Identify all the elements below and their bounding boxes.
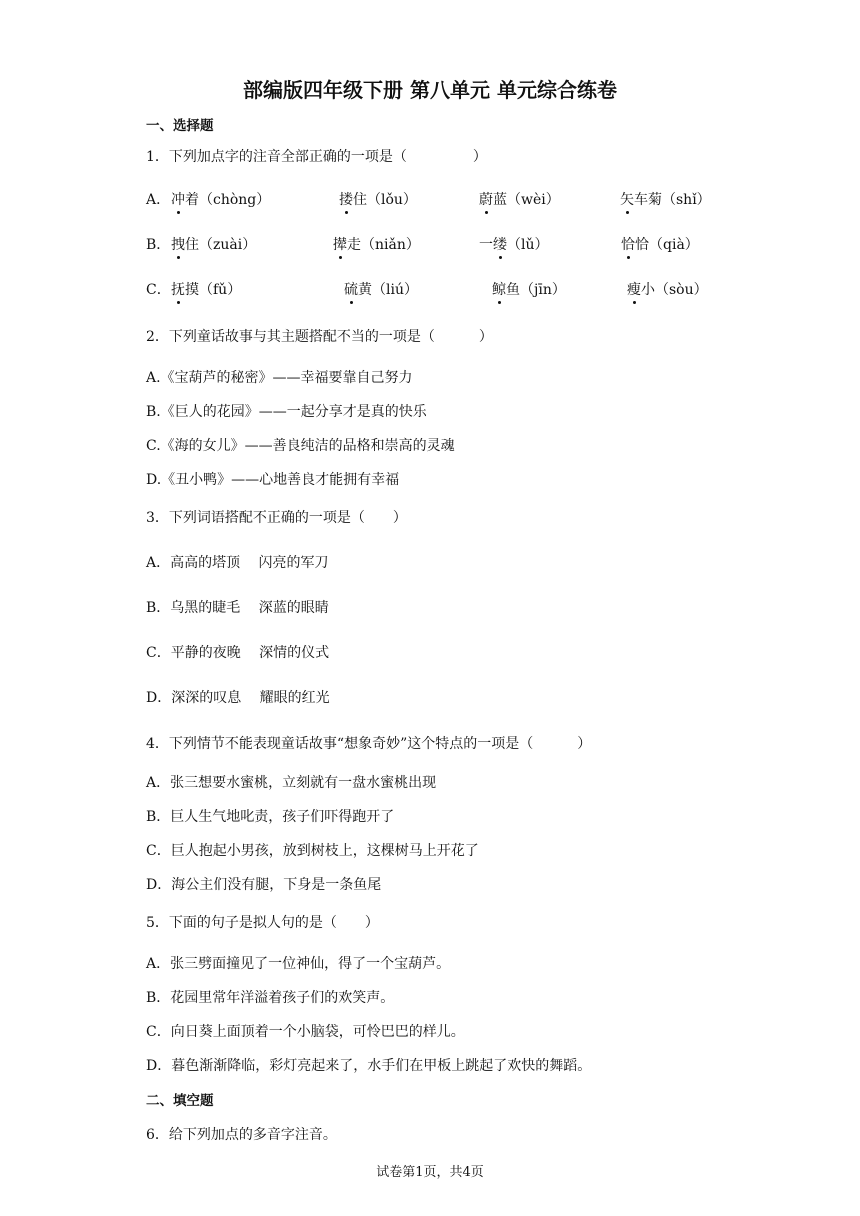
page-footer: 试卷第1页，共4页 (376, 1165, 484, 1180)
question-2-option-d: D.《丑小鸭》——心地善良才能拥有幸福 (146, 472, 400, 488)
question-4-stem: 4．下列情节不能表现童话故事“想象奇妙”这个特点的一项是（ ） (146, 736, 592, 752)
question-1-option-c-item-1: 抚摸（fǔ） (171, 279, 241, 299)
question-5-option-a: A．张三劈面撞见了一位神仙，得了一个宝葫芦。 (146, 956, 451, 972)
question-1-option-c-item-3: 鲸鱼（jīn） (492, 279, 566, 299)
question-1-option-b-item-1: 拽住（zuài） (171, 234, 256, 254)
question-2-stem: 2．下列童话故事与其主题搭配不当的一项是（ ） (146, 329, 493, 345)
question-3-option-c: C．平静的夜晚 深情的仪式 (146, 645, 330, 661)
question-4-option-b: B．巨人生气地叱责，孩子们吓得跑开了 (146, 809, 395, 825)
question-1-option-b-label: B． (146, 237, 171, 253)
question-2-option-c: C.《海的女儿》——善良纯洁的品格和崇高的灵魂 (146, 438, 455, 454)
question-1-option-c-item-4: 瘦小（sòu） (627, 279, 708, 299)
question-1-option-a-item-3: 蔚蓝（wèi） (479, 189, 560, 209)
question-5-stem: 5．下面的句子是拟人句的是（ ） (146, 915, 379, 931)
question-1-option-b-item-2: 撵走（niǎn） (333, 234, 420, 254)
section-heading-choice: 一、选择题 (146, 118, 214, 134)
question-2-option-b: B.《巨人的花园》——一起分享才是真的快乐 (146, 404, 427, 420)
question-1-option-c-label: C． (146, 282, 171, 298)
question-3-option-b: B．乌黑的睫毛 深蓝的眼睛 (146, 600, 329, 616)
question-5-option-c: C．向日葵上面顶着一个小脑袋，可怜巴巴的样儿。 (146, 1024, 465, 1040)
question-4-option-a: A．张三想要水蜜桃，立刻就有一盘水蜜桃出现 (146, 775, 437, 791)
question-1-option-a-label: A． (146, 192, 171, 208)
question-2-option-a: A.《宝葫芦的秘密》——幸福要靠自己努力 (146, 370, 413, 386)
question-1-stem: 1．下列加点字的注音全部正确的一项是（ ） (146, 149, 487, 165)
question-3-option-d: D．深深的叹息 耀眼的红光 (146, 690, 330, 706)
question-1-option-a-item-2: 搂住（lǒu） (339, 189, 417, 209)
page-title: 部编版四年级下册 第八单元 单元综合练卷 (243, 78, 617, 102)
question-5-option-d: D．暮色渐渐降临，彩灯亮起来了，水手们在甲板上跳起了欢快的舞蹈。 (146, 1058, 592, 1074)
section-heading-fill: 二、填空题 (146, 1093, 214, 1109)
question-6-stem: 6．给下列加点的多音字注音。 (146, 1127, 337, 1143)
question-1-option-a-item-4: 矢车菊（shǐ） (620, 189, 711, 209)
question-1-option-b-item-3: 一缕（lǔ） (479, 234, 549, 254)
question-5-option-b: B．花园里常年洋溢着孩子们的欢笑声。 (146, 990, 395, 1006)
question-4-option-c: C．巨人抱起小男孩，放到树枝上，这棵树马上开花了 (146, 843, 479, 859)
question-3-option-a: A．高高的塔顶 闪亮的军刀 (146, 555, 329, 571)
question-1-option-c-item-2: 硫黄（liú） (344, 279, 418, 299)
question-1-option-b-item-4: 恰恰（qià） (621, 234, 699, 254)
question-4-option-d: D．海公主们没有腿，下身是一条鱼尾 (146, 877, 382, 893)
question-3-stem: 3．下列词语搭配不正确的一项是（ ） (146, 510, 407, 526)
question-1-option-a-item-1: 冲着（chòng） (171, 189, 270, 209)
